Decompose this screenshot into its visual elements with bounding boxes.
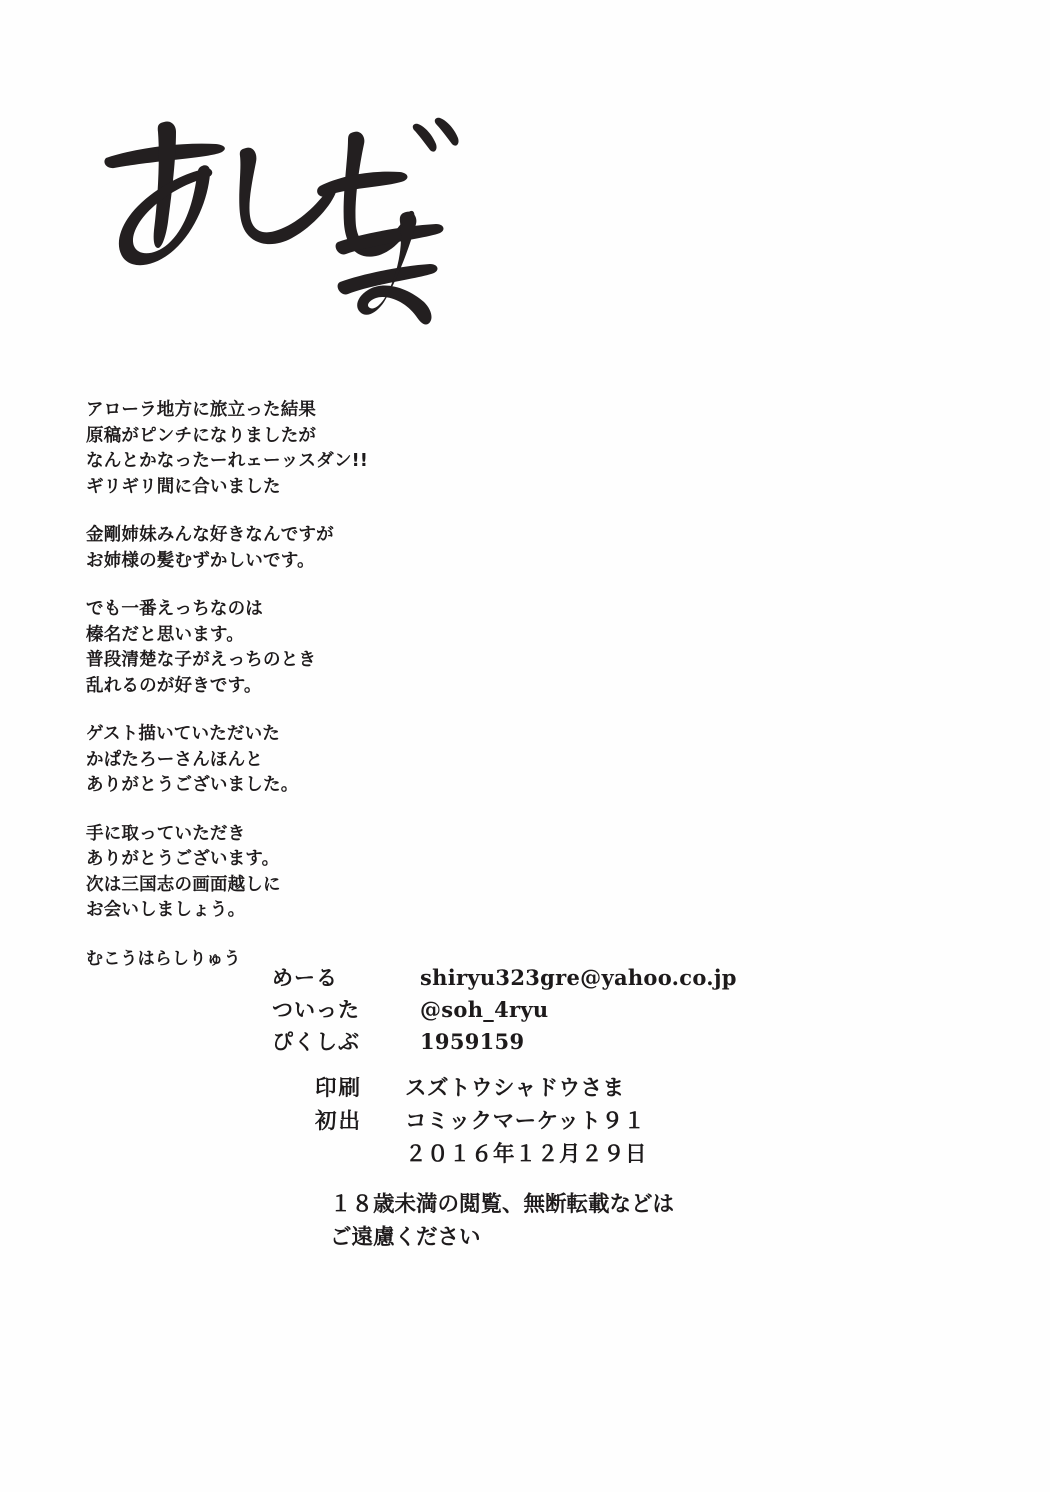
author-signature: むこうはらしりゅう — [86, 948, 241, 969]
page-title — [88, 96, 508, 326]
brush-title-artwork — [88, 96, 508, 326]
contact-row-mail — [272, 962, 912, 994]
credits-info — [315, 1072, 975, 1171]
afterword-paragraph: アローラ地方に旅立った結果 原稿がピンチになりましたが なんとかなったーれェーッスダン!! ギリギリ間に合いました — [86, 400, 369, 497]
contact-value-twitter[interactable]: @soh_4ryu — [420, 997, 549, 1022]
contact-label-mail: めーる — [272, 966, 338, 990]
afterword-paragraph: 金剛姉妹みんな好きなんですが お姉様の髪むずかしいです。 — [86, 525, 334, 571]
credit-label-first-release: 初出 — [315, 1109, 363, 1134]
credit-row-first-release — [315, 1105, 975, 1138]
afterword-paragraph: 手に取っていただき ありがとうございます。 次は三国志の画面越しに お会いしましょう。 — [86, 823, 281, 920]
credit-value-first-release: コミックマーケット９１ — [405, 1109, 646, 1134]
contact-label-pixiv: ぴくしぶ — [272, 1030, 360, 1054]
afterword-paragraph: でも一番えっちなのは 榛名だと思います。 普段清楚な子がえっちのとき 乱れるのが好きです。 — [86, 599, 317, 696]
credit-value-release-date: ２０１６年１２月２９日 — [405, 1142, 648, 1167]
credit-label-printer: 印刷 — [315, 1076, 363, 1101]
credit-value-printer: スズトウシャドウさま — [405, 1076, 625, 1101]
contact-row-pixiv — [272, 1026, 912, 1058]
contact-label-twitter: ついった — [272, 998, 360, 1022]
credit-row-printer — [315, 1072, 975, 1105]
age-restriction-notice: １８歳未満の閲覧、無断転載などは ご遠慮ください — [330, 1192, 675, 1250]
afterword-body — [86, 398, 686, 972]
contact-value-mail[interactable]: shiryu323gre@yahoo.co.jp — [420, 965, 737, 990]
contact-row-twitter — [272, 994, 912, 1026]
contact-info — [272, 962, 912, 1058]
contact-value-pixiv[interactable]: 1959159 — [420, 1029, 525, 1054]
afterword-paragraph: ゲスト描いていただいた かぱたろーさんほんと ありがとうございました。 — [86, 724, 299, 795]
